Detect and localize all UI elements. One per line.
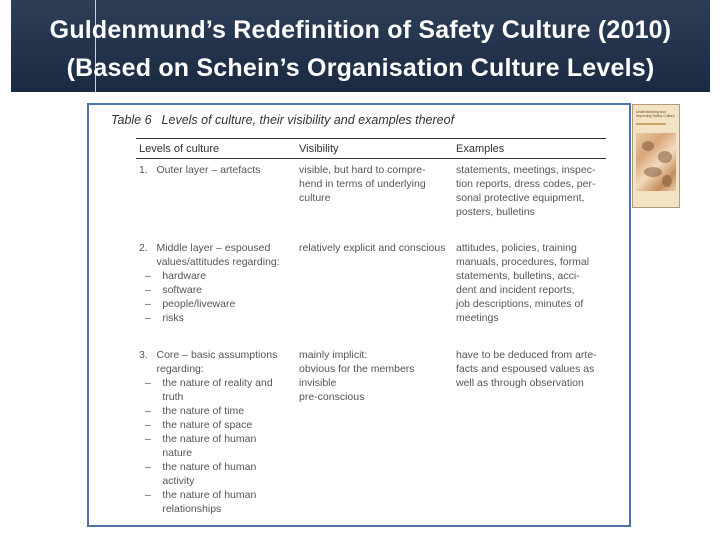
row-2-examples: attitudes, policies, training manuals, procedures, formal statements, bulletins, acci- dent and incident reports, job descriptions, minutes of meetings <box>456 242 590 324</box>
table-header-rule <box>136 158 606 159</box>
book-cover-author-line <box>636 123 666 125</box>
title-banner <box>11 0 710 92</box>
table-top-rule <box>136 138 606 139</box>
slide-title-line-2: (Based on Schein’s Organisation Culture Levels) <box>66 54 655 82</box>
table-caption-number: Table 6 <box>111 113 152 127</box>
row-2-visibility: relatively explicit and conscious <box>299 242 446 254</box>
book-cover-artwork <box>636 133 676 191</box>
table-caption <box>111 113 454 127</box>
row-3-level: 3. Core – basic assumptions regarding: – the nature of reality and truth – the nature of time – the nature of space – the nature of human nature – the nature of human activity – the nature of human relationships <box>139 349 278 515</box>
row-2-level: 2. Middle layer – espoused values/attitudes regarding: – hardware – software – people/liveware – risks <box>139 242 280 324</box>
table-image-frame <box>87 103 631 527</box>
column-header-examples: Examples <box>456 143 505 155</box>
row-1-visibility: visible, but hard to compre- hend in terms of underlying culture <box>299 164 426 204</box>
book-cover-image <box>632 104 680 208</box>
column-header-levels: Levels of culture <box>139 143 220 155</box>
column-header-visibility: Visibility <box>299 143 339 155</box>
row-1-level: 1. Outer layer – artefacts <box>139 164 261 176</box>
row-3-examples: have to be deduced from arte- facts and espoused values as well as through observation <box>456 349 597 389</box>
row-3-visibility: mainly implicit: obvious for the members invisible pre-conscious <box>299 349 415 403</box>
book-cover-title: Understanding and Improving Safety Culture <box>636 110 675 118</box>
row-1-examples: statements, meetings, inspec- tion reports, dress codes, per- sonal protective equipment, posters, bulletins <box>456 164 596 218</box>
slide-title-line-1: Guldenmund’s Redefinition of Safety Culture (2010) <box>49 16 672 44</box>
table-caption-text: Levels of culture, their visibility and examples thereof <box>161 113 455 127</box>
